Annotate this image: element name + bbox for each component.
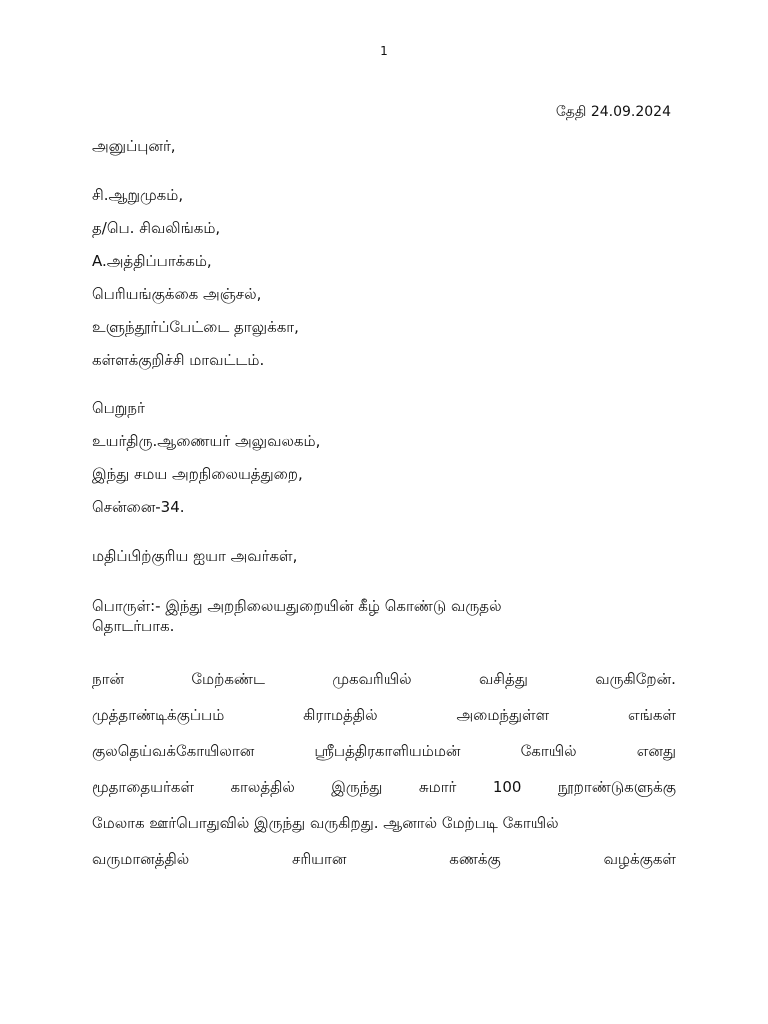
body-word: சரியான [292,850,347,868]
sender-post: பெரியங்குக்கை அஞ்சல், [92,285,262,303]
body-word: முகவரியில் [332,670,412,688]
receiver-address [92,425,682,524]
body-word: வழக்குகள் [603,850,676,868]
body-word: அமைந்துள்ள [456,706,550,724]
receiver-department: இந்து சமய அறநிலையத்துறை, [92,465,303,483]
body-word: சுமார் [418,778,457,796]
body-word: வருகிறேன். [595,670,676,688]
body-word: முத்தாண்டிக்குப்பம் [92,706,225,724]
sender-village: A.அத்திப்பாக்கம், [92,252,212,270]
body-line-6 [92,841,676,877]
salutation [92,540,682,573]
receiver-heading-text: பெறுநர் [92,399,145,417]
receiver-city: சென்னை-34. [92,498,185,516]
body-word: ஸ்ரீபத்திரகாளியம்மன் [314,742,461,760]
body-word: காலத்தில் [230,778,295,796]
subject [92,596,682,636]
body-line-3 [92,733,676,769]
body-word: கிராமத்தில் [303,706,378,724]
sender-district: கள்ளக்குறிச்சி மாவட்டம். [92,351,265,369]
body-line-1 [92,661,676,697]
receiver-heading [92,392,682,425]
sender-taluk: உளுந்தூர்ப்பேட்டை தாலுக்கா, [92,318,299,336]
body-word: குலதெய்வக்கோயிலான [92,742,255,760]
salutation-text: மதிப்பிற்குரிய ஐயா அவர்கள், [92,547,298,565]
letter-date: தேதி 24.09.2024 [555,104,671,120]
sender-heading [92,130,682,163]
body-word: மேற்கண்ட [191,670,265,688]
body-line-4 [92,769,676,805]
body-word: கோயில் [520,742,577,760]
body-line-5: மேலாக ஊர்பொதுவில் இருந்து வருகிறது. ஆனால் மேற்படி கோயில் [92,814,559,832]
receiver-office: உயர்திரு.ஆணையர் அலுவலகம், [92,432,321,450]
letter-body [92,661,676,877]
body-word: எங்கள் [627,706,676,724]
body-line-2 [92,697,676,733]
body-word: நூறாண்டுகளுக்கு [557,778,676,796]
body-word: எனது [636,742,676,760]
body-word: நான் [92,670,125,688]
sender-address [92,179,682,377]
sender-heading-text: அனுப்புனர், [92,137,176,155]
sender-father-name: த/பெ. சிவலிங்கம், [92,219,221,237]
subject-line-1: பொருள்:- இந்து அறநிலையதுறையின் கீழ் கொண்டு வருதல் [92,597,502,615]
body-word: கணக்கு [449,850,501,868]
subject-line-2: தொடர்பாக. [92,617,175,635]
body-word: மூதாதையர்கள் [92,778,195,796]
sender-name: சி.ஆறுமுகம், [92,186,184,204]
page-number: 1 [380,44,388,58]
body-word: வருமானத்தில் [92,850,190,868]
body-word: வசித்து [478,670,528,688]
body-word: இருந்து [331,778,383,796]
body-word: 100 [492,778,522,796]
